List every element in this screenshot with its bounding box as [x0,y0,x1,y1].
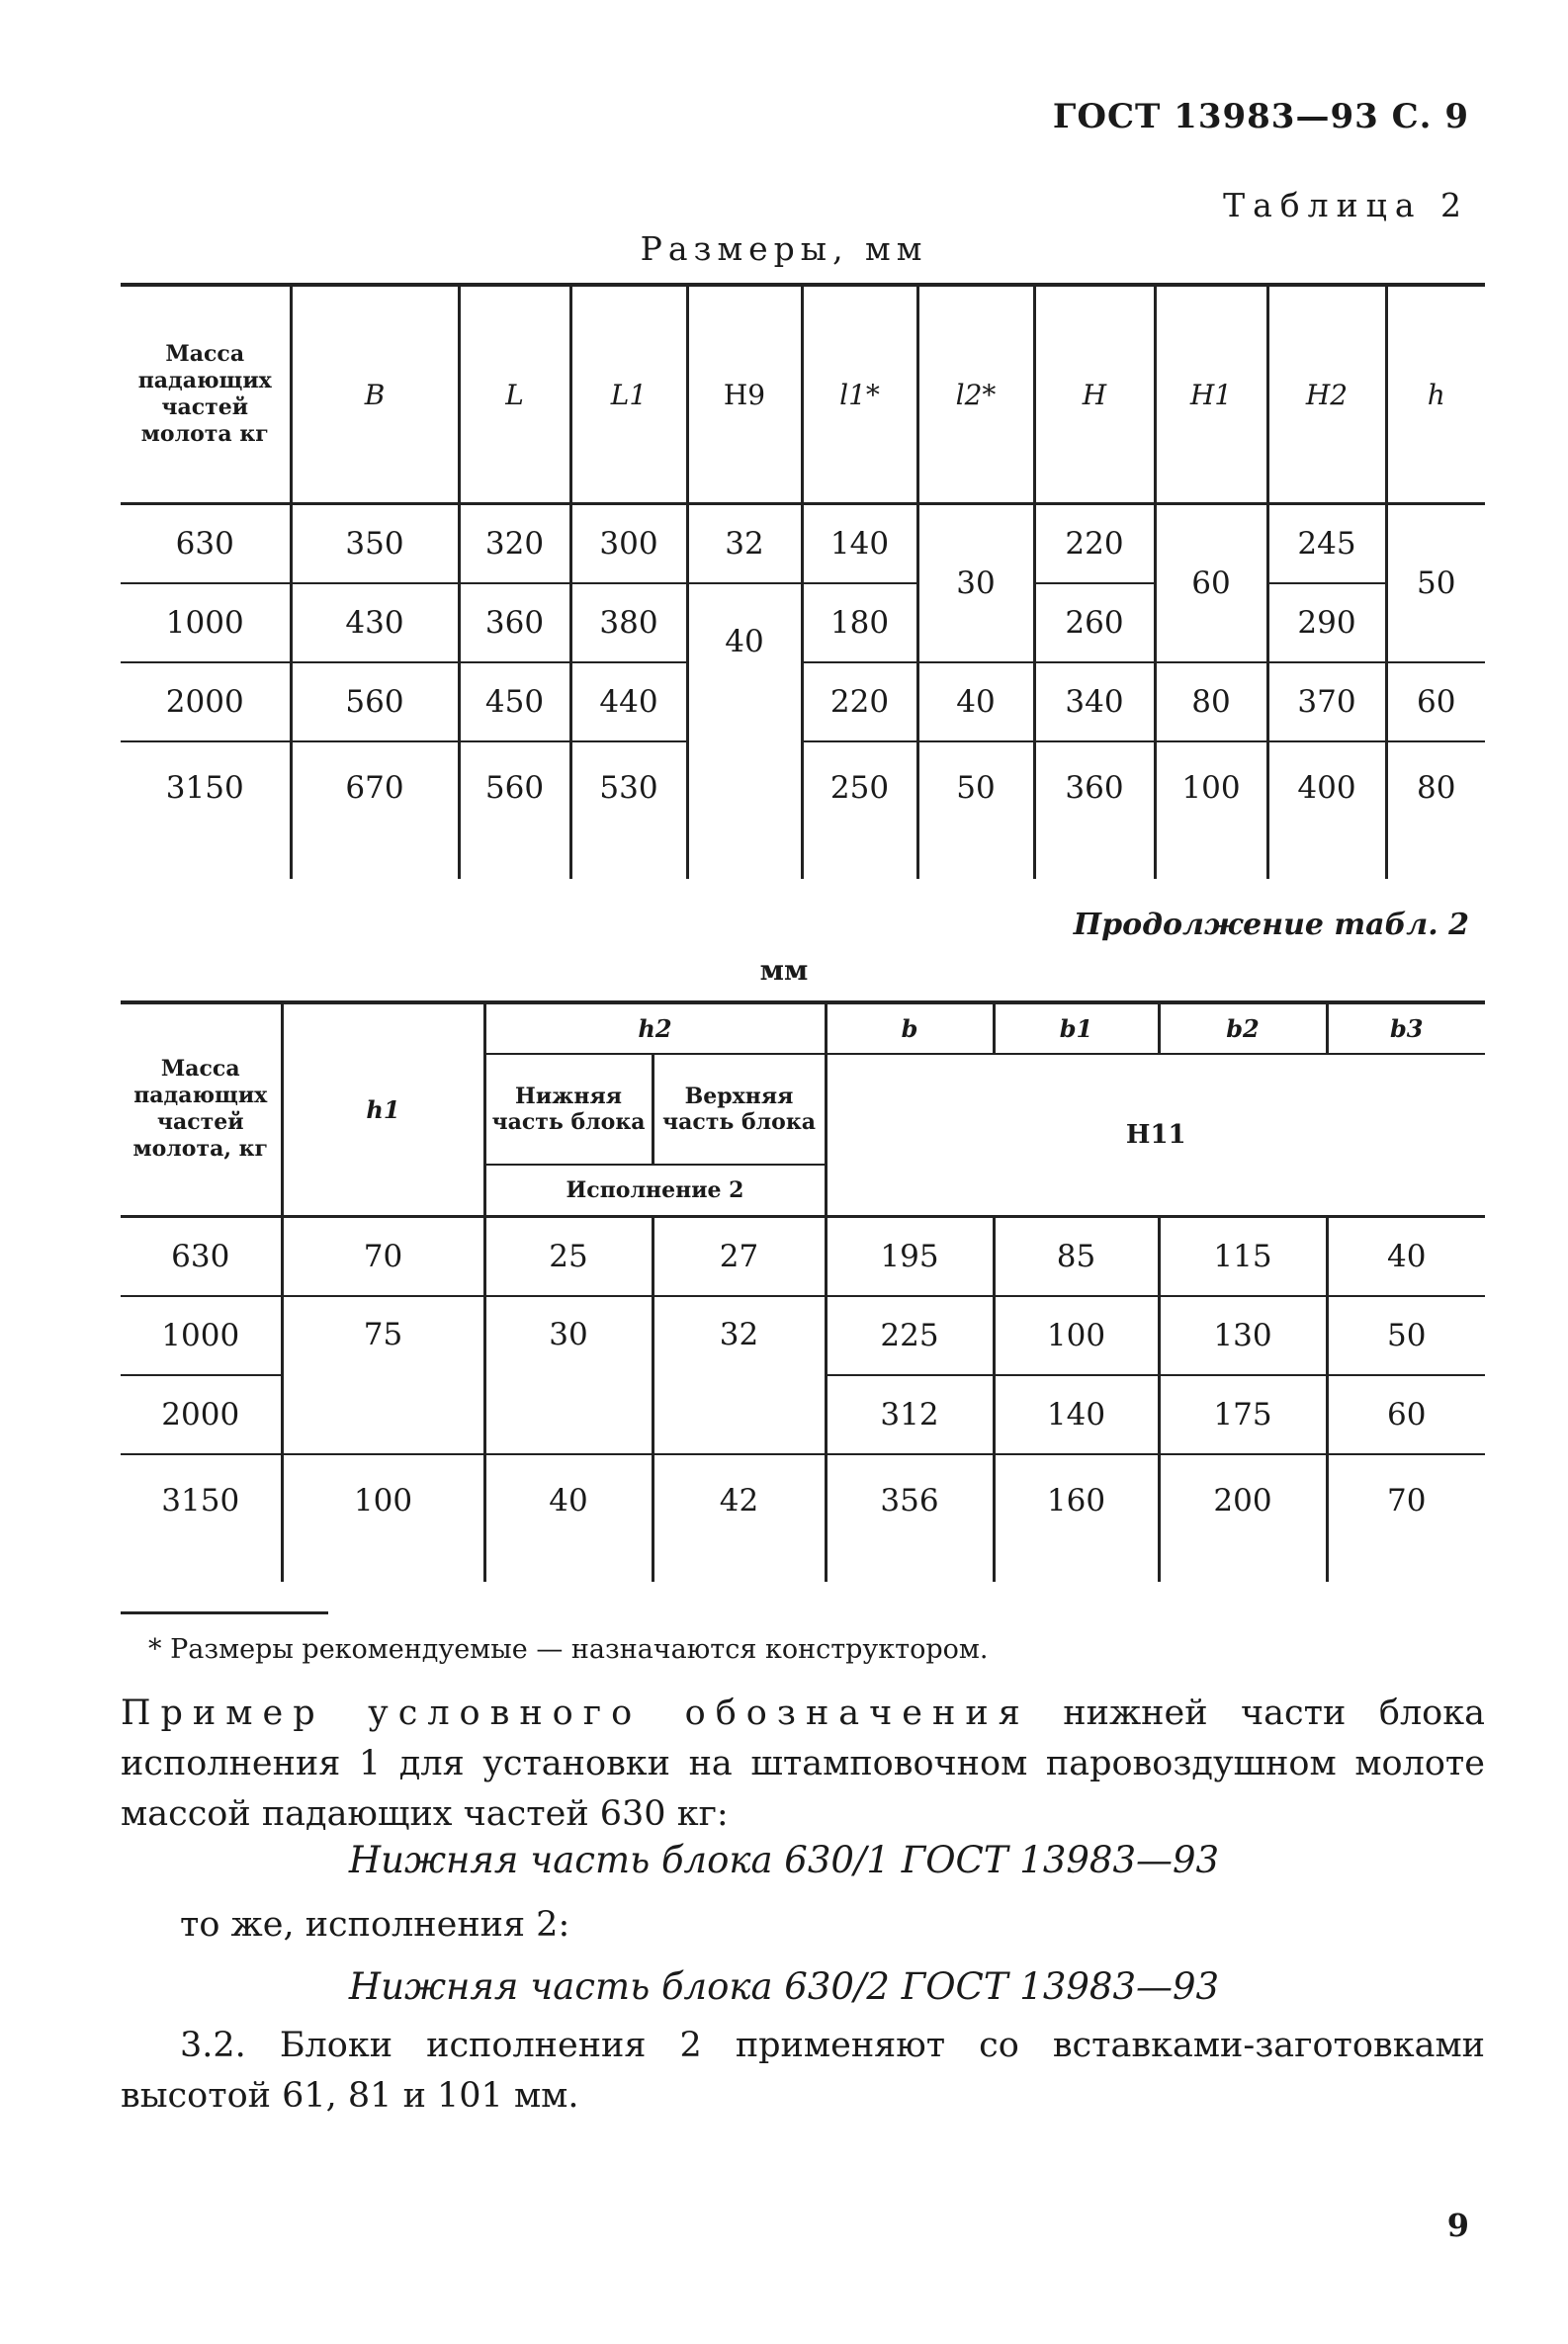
table-cell: 220 [802,662,917,741]
table-cell: 250 [802,741,917,879]
continuation-table [121,1000,1485,1582]
table-cell: 1000 [121,583,291,662]
table-cell: 75 [282,1296,484,1454]
table-cell: 360 [1034,741,1155,879]
table-cell: 312 [826,1375,994,1454]
table-cell: 380 [570,583,687,662]
table-cell: 70 [282,1216,484,1296]
table-row [121,583,1485,662]
table-cell: 40 [484,1454,653,1582]
lower-part-header: Нижняя часть блока [484,1054,653,1165]
table-cell: 670 [291,741,459,879]
table-cell: 560 [291,662,459,741]
table-cell: 115 [1159,1216,1327,1296]
table-cell: 260 [1034,583,1155,662]
table-cell: 60 [1327,1375,1485,1454]
table-cell: 25 [484,1216,653,1296]
table-cell: 40 [1327,1216,1485,1296]
table-cell: 200 [1159,1454,1327,1582]
table-cell: 356 [826,1454,994,1582]
table-cell: 3150 [161,1482,240,1519]
units-caption: Размеры, мм [640,229,928,268]
designation-example-2: Нижняя часть блока 630/2 ГОСТ 13983—93 [348,1965,1220,2008]
b1-header: b1 [994,1002,1159,1054]
dimensions-table [121,283,1485,879]
table-row [121,662,1485,741]
table-cell: 32 [687,504,802,584]
table-cell: 42 [653,1454,826,1582]
b-header: b [826,1002,994,1054]
table-cell: 2000 [121,662,291,741]
b3-header: b3 [1327,1002,1485,1054]
table-cell: 300 [570,504,687,584]
column-header: L1 [570,285,687,504]
example-lead: Пример условного обозначения [121,1693,1030,1733]
table-cell: 450 [459,662,570,741]
table-row [121,1454,1485,1582]
table-cell: 60 [1386,662,1485,741]
table-cell: 50 [1327,1296,1485,1375]
table-cell: 80 [1155,662,1267,741]
upper-part-header: Верхняя часть блока [653,1054,826,1165]
table-cell: 370 [1267,662,1386,741]
tolerance-header: H11 [826,1054,1485,1216]
table-cell: 160 [994,1454,1159,1582]
table-cell: 340 [1034,662,1155,741]
h2-header: h2 [484,1002,826,1054]
table-cell: 180 [802,583,917,662]
table-cell: 30 [917,504,1034,663]
table-row [121,504,1485,584]
table-cell: 85 [994,1216,1159,1296]
table-cell: 80 [1386,741,1485,879]
table-row [121,741,1485,879]
column-header: H1 [1155,285,1267,504]
table-cell: 40 [687,583,802,879]
clause-3-2: 3.2. Блоки исполнения 2 применяют со вставками-заготовками высотой 61, 81 и 101 мм. [121,2026,1485,2116]
table-cell: 32 [653,1296,826,1454]
table-cell: 1000 [121,1296,282,1375]
same-execution-text: то же, исполнения 2: [180,1905,570,1945]
column-header: h [1386,285,1485,504]
footnote-divider [121,1611,328,1614]
table-cell: 350 [291,504,459,584]
table-cell: 220 [1034,504,1155,584]
mass-column-header: Масса падающих частей молота, кг [121,1002,282,1216]
column-header: L [459,285,570,504]
table-cell: 630 [121,1216,282,1296]
column-header: B [291,285,459,504]
table-cell: 30 [484,1296,653,1454]
table-cell: 245 [1267,504,1386,584]
table-cell: 320 [459,504,570,584]
table-cell: 530 [570,741,687,879]
table-cell: 50 [917,741,1034,879]
table-cell: 100 [1155,741,1267,879]
page-number: 9 [1446,2207,1469,2244]
table-cell: 2000 [121,1375,282,1454]
continuation-caption: Продолжение табл. 2 [1073,908,1469,942]
document-reference: ГОСТ 13983—93 С. 9 [1052,97,1469,136]
column-header: H2 [1267,285,1386,504]
table-cell: 140 [994,1375,1159,1454]
table-caption: Таблица 2 [1223,186,1469,224]
b2-header: b2 [1159,1002,1327,1054]
column-header: H9 [687,285,802,504]
column-header: l2* [917,285,1034,504]
table-cell: 225 [826,1296,994,1375]
table-cell: 440 [570,662,687,741]
table-cell: 560 [459,741,570,879]
table-header-row [121,1002,1485,1054]
units-caption: мм [759,954,809,987]
designation-example-1: Нижняя часть блока 630/1 ГОСТ 13983—93 [348,1839,1220,1881]
table-cell: 40 [917,662,1034,741]
table-cell: 360 [459,583,570,662]
footnote: * Размеры рекомендуемые — назначаются конструктором. [148,1634,989,1665]
table-row [121,1216,1485,1296]
table-cell: 195 [826,1216,994,1296]
example-text: нижней части блока исполнения 1 для установки на штамповочном паровоздушном молоте массой падающих частей 630 кг: [121,1693,1485,1834]
mass-column-header: Масса падающих частей молота кг [121,285,291,504]
table-cell: 140 [802,504,917,584]
table-cell: 60 [1155,504,1267,663]
column-header: H [1034,285,1155,504]
table-cell: 3150 [165,770,244,806]
table-row [121,1296,1485,1375]
table-cell: 27 [653,1216,826,1296]
table-cell: 290 [1267,583,1386,662]
table-cell: 430 [291,583,459,662]
table-header-row [121,285,1485,504]
execution-header: Исполнение 2 [484,1165,826,1216]
table-cell: 100 [994,1296,1159,1375]
table-cell: 400 [1267,741,1386,879]
table-cell: 630 [121,504,291,584]
table-cell: 100 [282,1454,484,1582]
column-header: l1* [802,285,917,504]
table-cell: 50 [1386,504,1485,663]
example-paragraph [121,1689,1485,1840]
table-cell: 70 [1327,1454,1485,1582]
table-cell: 175 [1159,1375,1327,1454]
table-cell: 130 [1159,1296,1327,1375]
h1-header: h1 [282,1002,484,1216]
